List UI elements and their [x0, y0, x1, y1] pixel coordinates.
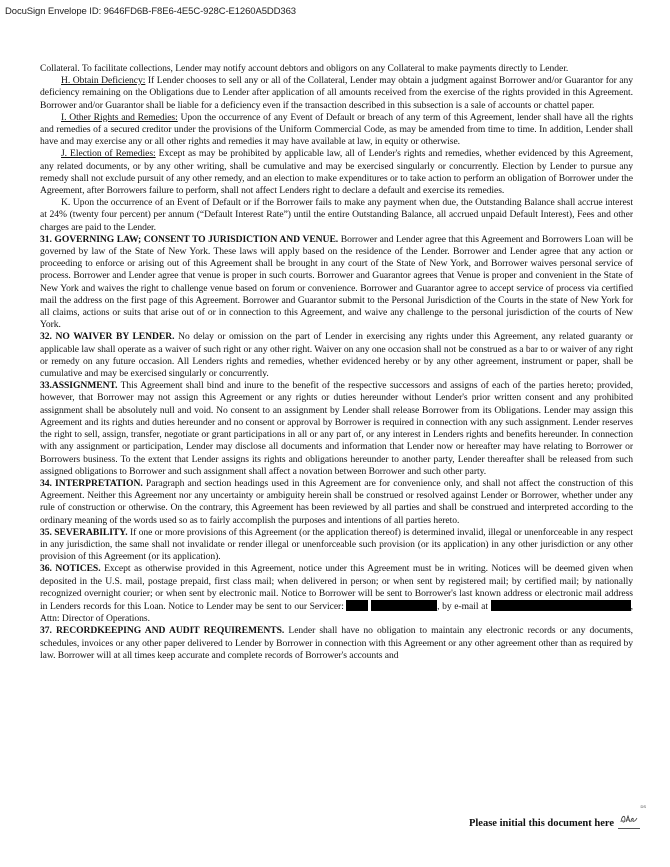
paragraph-i [40, 112, 633, 149]
initial-footer [468, 804, 646, 829]
document-body [40, 63, 633, 662]
paragraph-j [40, 148, 633, 197]
heading-assignment: 33.ASSIGNMENT. [40, 380, 118, 392]
redacted-servicer-name-cont [371, 600, 437, 611]
text-election-of-remedies: Except as may be prohibited by applicable law, all of Lender's rights and remedies, whether evidenced by this Agreement, any related documents, or by any other writing, shall be cumulative and may be exercised singularly or concurrently. Election by Lender to pursue any remedy shall not exclude pursuit of any other remedy, and an election to make expenditures or to take action to perform an obligation of Borrower under the Agreement, after Borrowers failure to perform, shall not affect Lenders right to declare a default and exercise its remedies. [40, 148, 633, 197]
text-no-waiver: No delay or omission on the part of Lender in exercising any rights under this Agreement, any related guaranty or applicable law shall operate as a waiver of such right or any other right. Waiver on any one occasion shall not be construed as a bar to or waiver of any right or remedy on any future occasion. All Lenders rights and remedies, whether evidenced hereby or by any other agreement, instrument or paper, shall be cumulative and may be exercised singularly or concurrently. [40, 331, 634, 380]
text-obtain-deficiency: If Lender chooses to sell any or all of the Collateral, Lender may obtain a judgment against Borrower and/or Guarantor for any deficiency remaining on the Obligations due to Lender after application of all amounts received from the exercise of the rights provided in this Agreement. Borrower and/or Guarantor shall be liable for a deficiency even if the transaction described in this subsection is a sale of accounts or chattel paper. [40, 75, 633, 111]
redacted-email [491, 600, 631, 611]
section-37 [40, 625, 633, 662]
initial-field[interactable] [618, 804, 646, 829]
paragraph-k: K. Upon the occurrence of an Event of Default or if the Borrower fails to make any payment when due, the Outstanding Balance shall accrue interest at 24% (twenty four percent) per annum (“Default Interest Rate”) until the entire Outstanding Balance, all accrued unpaid Default Interest), Fees and other charges are paid to the Lender. [40, 197, 633, 233]
heading-election-of-remedies: J. Election of Remedies: [61, 148, 156, 160]
heading-obtain-deficiency: H. Obtain Deficiency: [61, 75, 146, 87]
text-governing-law: Borrower and Lender agree that this Agreement and Borrowers Loan will be governed by law of the State of New York. These laws will apply based on the residence of the Lender. Borrower and Lender agree that any action or proceeding to enforce or arising out of this Agreement shall be brought in any court of the State of New York, and Borrower waives personal service of process. Borrower and Lender agree that venue is proper in such courts. Borrower and Guarantor agrees that Venue is proper and convenient in the State of New York and waives the right to challenge venue based on forum or convenience. Borrower and Guarantor agree to accept service of process via certified mail the address on the first page of this Agreement. Borrower and Guarantor submit to the Personal Jurisdiction of the Courts in the state of New York for all claims, actions or suits that arise out of or in connection to this Agreement, and waive any challenge to the personal jurisdiction of the courts of New York. [40, 233, 633, 331]
heading-interpretation: 34. INTERPRETATION. [40, 477, 143, 489]
initial-prompt: Please initial this document here [468, 818, 614, 829]
text-other-rights: Upon the occurrence of any Event of Default or breach of any term of this Agreement, lender shall have all the rights and remedies of a secured creditor under the provisions of the Uniform Commercial Code, as may be amended from time to time. In addition, Lender shall have and may exercise any or all other rights and remedies it may have available at law, in equity or otherwise. [40, 111, 634, 148]
heading-recordkeeping: 37. RECORDKEEPING AND AUDIT REQUIREMENTS. [40, 625, 285, 637]
paragraph-h [40, 75, 633, 112]
section-35 [40, 527, 633, 564]
text-assignment: This Agreement shall bind and inure to the benefit of the respective successors and assigns of each of the parties hereto; provided, however, that Borrower may not assign this Agreement or any rights or duties hereunder without Lender's prior written consent and any prohibited assignment shall be absolutely null and void. No consent to an assignment by Lender shall release Borrower from its Obligations. Lender may assign this Agreement and its rights and duties hereunder and no consent or approval by Borrower is required in connection with any such assignment. Lender reserves the right to sell, assign, transfer, negotiate or grant participations in all or any part of, or any interest in Lenders rights and benefits hereunder. In connection with any assignment or participation, Lender may disclose all documents and information that Lender now or hereafter may have relating to Borrower or Borrowers business. To the extent that Lender assigns its rights and obligations hereunder to another party, Lender thereafter shall be released from such assigned obligations to Borrower and such assignment shall affect a novation between Borrower and such other party. [40, 380, 633, 477]
docusign-tag: DS [640, 804, 646, 809]
heading-no-waiver: 32. NO WAIVER BY LENDER. [40, 331, 175, 343]
section-31 [40, 234, 633, 332]
section-33 [40, 380, 633, 478]
heading-other-rights: I. Other Rights and Remedies: [61, 111, 178, 123]
section-34 [40, 478, 633, 527]
section-32 [40, 331, 633, 380]
heading-notices: 36. NOTICES. [40, 563, 101, 575]
heading-severability: 35. SEVERABILITY. [40, 526, 128, 538]
redacted-servicer-name [346, 600, 368, 611]
paragraph-collateral: Collateral. To facilitate collections, Lender may notify account debtors and obligors on any Collateral to make payments directly to Lender. [40, 63, 569, 74]
text-recordkeeping: Lender shall have no obligation to maintain any electronic records or any documents, schedules, invoices or any other paper delivered to Lender by Borrower in connection with this Agreement or any other agreement other than as required by law. Borrower will at all times keep accurate and complete records of Borrower's accounts and [40, 625, 633, 661]
text-interpretation: Paragraph and section headings used in this Agreement are for convenience only, and shall not affect the construction of this Agreement. Neither this Agreement nor any uncertainty or ambiguity herein shall be construed or resolved against Lender or Borrower, whether under any rule of construction or otherwise. On the contrary, this Agreement has been reviewed by all parties and shall be construed and interpreted according to the ordinary meaning of the words used so as to fairly accomplish the purposes and intentions of all parties hereto. [40, 477, 633, 526]
text-notices: Except as otherwise provided in this Agreement, notice under this Agreement must be in writing. Notices will be deemed given when deposited in the U.S. mail, postage prepaid, first class mail; when delivered in person; or when sent by registered mail; by certified mail; by nationally recognized overnight courier; or when sent by electronic mail. Notice to Borrower will be sent to Borrower's last known address or electronic mail address in Lenders records for this Loan. Notice to Lender may be sent to our Servicer: [40, 563, 633, 612]
envelope-id: DocuSign Envelope ID: 9646FD6B-F8E6-4E5C-928C-E1260A5DD363 [5, 6, 296, 17]
heading-governing-law: 31. GOVERNING LAW; CONSENT TO JURISDICTION AND VENUE. [40, 233, 339, 245]
text-severability: If one or more provisions of this Agreement (or the application thereof) is determined invalid, illegal or unenforceable in any respect in any jurisdiction, the same shall not invalidate or render illegal or unenforceable such provision (or its application) in any other jurisdiction or any other provision of this Agreement (or its application). [40, 526, 633, 563]
section-36 [40, 563, 633, 625]
text-notices-email: , by e-mail at [437, 600, 491, 612]
text-notices-attn: , Attn: Director of Operations. [40, 600, 633, 625]
initials-signature-icon [619, 812, 639, 826]
